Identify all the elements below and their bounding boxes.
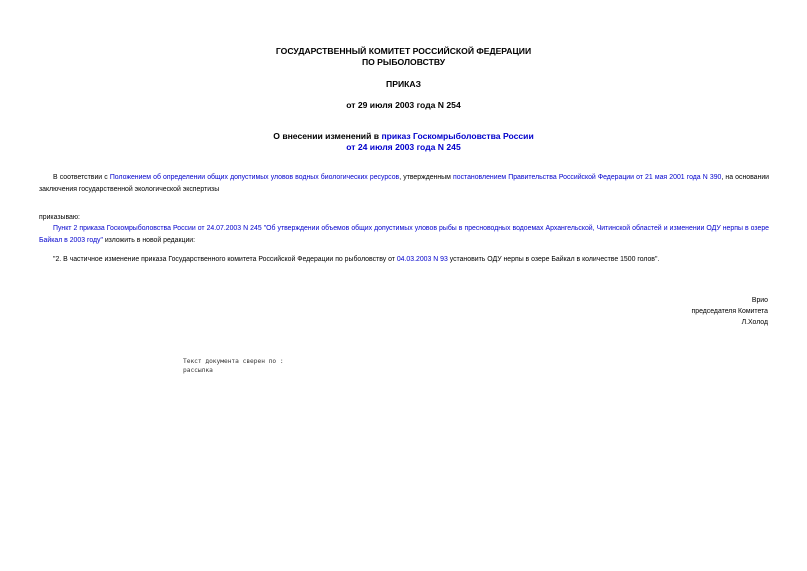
document-date-number: от 29 июля 2003 года N 254 [346,100,461,110]
document-subject-line2 [0,142,807,153]
document-type: ПРИКАЗ [386,79,421,89]
item2-paragraph [39,254,769,266]
signature-title-line1: Врио [751,297,768,304]
verification-note-line2: рассылка [183,367,213,374]
document-subject-line1 [0,131,807,142]
order-word: приказываю: [39,214,80,221]
preamble-text-3: , на основании заключения государственной экологической экспертизы [39,174,770,193]
item1-text: изложить в новой редакции: [102,236,196,244]
item2-text-1: "2. В частичное изменение приказа Государственного комитета Российской Федерации по рыболовству от [53,256,397,263]
item2-link-order[interactable]: 04.03.2003 N 93 [396,256,448,263]
preamble-link-resolution[interactable]: постановлением Правительства Российской Федерации от 21 мая 2001 года N 390 [453,174,722,181]
subject-link-order[interactable]: приказ Госкомрыболовства России [381,131,534,141]
preamble-link-regulation[interactable]: Положением об определении общих допустимых уловов водных биологических ресурсов [109,174,400,181]
preamble-text-2: , утвержденным [399,174,453,181]
verification-note-line1: Текст документа сверен по : [183,358,284,365]
issuer-name-line2: ПО РЫБОЛОВСТВУ [361,57,446,67]
signature-title-line2: председателя Комитета [691,308,768,315]
subject-prefix: О внесении изменений в [273,131,382,141]
subject-link-date[interactable]: от 24 июля 2003 года N 245 [346,142,461,152]
preamble-text-1: В соответствии с [53,174,110,181]
issuer-name-line1: ГОСУДАРСТВЕННЫЙ КОМИТЕТ РОССИЙСКОЙ ФЕДЕРАЦИИ [275,46,532,56]
item1-link-order[interactable]: Пункт 2 приказа Госкомрыболовства России от 24.07.2003 N 245 "Об утверждении объемов общих допустимых уловов рыбы в пресноводных водоемах Архангельской, Читинской областей и изменении ОДУ нерпы в озере Байкал в 2003 году" [39,225,769,244]
item1-paragraph [39,223,769,246]
item2-text-2: установить ОДУ нерпы в озере Байкал в количестве 1500 голов". [447,256,660,263]
signature-name: Л.Холод [741,319,768,326]
preamble-paragraph [39,172,769,195]
